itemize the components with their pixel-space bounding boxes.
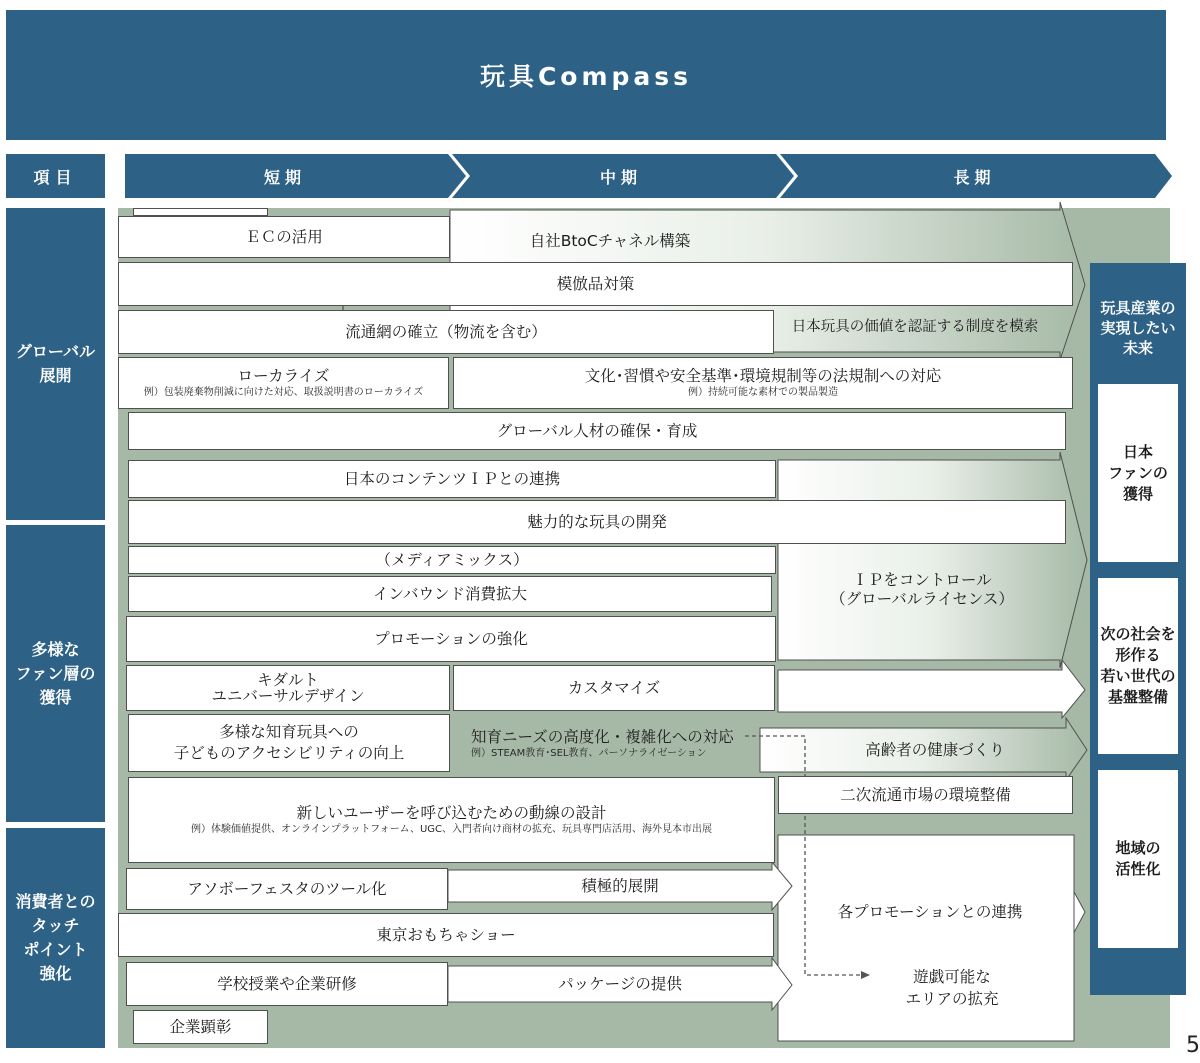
award-label: 企業顕彰 bbox=[169, 1017, 232, 1036]
school-label: 学校授業や企業研修 bbox=[217, 974, 357, 993]
box-new-users bbox=[128, 777, 775, 863]
box-accessibility bbox=[128, 714, 450, 772]
box-ec bbox=[118, 216, 450, 258]
box-secondary bbox=[778, 776, 1073, 814]
category-touch: 消費者との タッチ ポイント 強化 bbox=[6, 828, 105, 1048]
localize-note: 例）包装廃棄物削減に向けた対応、取扱説明書のローカライズ bbox=[143, 387, 424, 398]
kidult-label: キダルト ユニバーサルデザイン bbox=[211, 671, 365, 705]
label-btoc: 自社BtoCチャネル構築 bbox=[529, 231, 691, 250]
label-certify: 日本玩具の価値を認証する制度を模索 bbox=[791, 318, 1039, 335]
vision-box-regional: 地域の 活性化 bbox=[1098, 770, 1178, 948]
asobo-label: アソボーフェスタのツール化 bbox=[187, 879, 387, 898]
box-talent bbox=[128, 412, 1066, 450]
secondary-label: 二次流通市場の環境整備 bbox=[840, 785, 1011, 804]
box-regulation bbox=[453, 357, 1073, 409]
label-active: 積極的展開 bbox=[581, 876, 659, 895]
box-localize bbox=[118, 357, 449, 409]
talent-label: グローバル人材の確保・育成 bbox=[496, 421, 698, 440]
box-mediamix bbox=[128, 546, 776, 574]
label-package: パッケージの提供 bbox=[558, 974, 682, 993]
box-promotion bbox=[126, 616, 776, 662]
edu-needs-label: 知育ニーズの高度化・複雑化への対応 bbox=[471, 728, 734, 746]
header-short: 短期 bbox=[263, 167, 306, 187]
accessibility-label: 多様な知育玩具への 子どものアクセシビリティの向上 bbox=[173, 723, 405, 762]
toy-show-label: 東京おもちゃショー bbox=[376, 925, 516, 944]
label-play-area: 遊戯可能な エリアの拡充 bbox=[905, 968, 999, 1008]
box-kidult bbox=[126, 665, 450, 711]
counterfeit-label: 模倣品対策 bbox=[556, 274, 635, 293]
new-users-note: 例）体験価値提供、オンラインプラットフォーム、UGC、入門者向け商材の拡充、玩具専門店活用、海外見本市出展 bbox=[190, 824, 713, 835]
header-long: 長期 bbox=[953, 167, 996, 187]
regulation-label: 文化･習慣や安全基準･環境規制等の法規制への対応 bbox=[584, 367, 942, 385]
ec-label: ＥＣの活用 bbox=[245, 227, 323, 246]
label-promo-link: 各プロモーションとの連携 bbox=[837, 902, 1023, 921]
box-asobo bbox=[126, 868, 448, 910]
box-award bbox=[133, 1010, 268, 1044]
header-mid: 中期 bbox=[599, 167, 642, 187]
page-title: 玩具Compass bbox=[6, 10, 1166, 140]
label-ip-control: ＩＰをコントロール （グローバルライセンス） bbox=[830, 571, 1014, 608]
big-arrow-fans bbox=[778, 452, 1087, 668]
label-edu-needs bbox=[455, 716, 765, 772]
category-global: グローバル 展開 bbox=[6, 208, 105, 520]
box-ip-link bbox=[128, 460, 776, 498]
mediamix-label: （メディアミックス） bbox=[375, 550, 529, 569]
box-school bbox=[126, 962, 448, 1006]
category-fans: 多様な ファン層の 獲得 bbox=[6, 525, 105, 822]
localize-label: ローカライズ bbox=[237, 367, 330, 385]
vision-box-next-generation: 次の社会を 形作る 若い世代の 基盤整備 bbox=[1098, 578, 1178, 754]
box-customize bbox=[453, 665, 775, 711]
ip-link-label: 日本のコンテンツＩＰとの連携 bbox=[343, 469, 561, 488]
inbound-label: インバウンド消費拡大 bbox=[373, 584, 527, 603]
promotion-label: プロモーションの強化 bbox=[374, 629, 528, 648]
label-elderly: 高齢者の健康づくり bbox=[865, 740, 1005, 759]
regulation-note: 例）持続可能な素材での製品製造 bbox=[688, 387, 838, 398]
box-distribution bbox=[118, 310, 774, 354]
vision-box-japan-fans: 日本 ファンの 獲得 bbox=[1098, 384, 1178, 562]
box-counterfeit bbox=[118, 262, 1073, 306]
new-users-label: 新しいユーザーを呼び込むための動線の設計 bbox=[296, 804, 607, 822]
header-item: 項目 bbox=[6, 154, 105, 198]
page-number: 5 bbox=[1186, 1033, 1200, 1058]
top-small-box bbox=[133, 208, 268, 216]
edu-needs-note: 例）STEAM教育･SEL教育、パーソナライゼーション bbox=[471, 748, 707, 759]
box-inbound bbox=[128, 576, 772, 612]
distribution-label: 流通網の確立（物流を含む） bbox=[345, 322, 547, 341]
vision-title: 玩具産業の 実現したい 未来 bbox=[1100, 299, 1176, 357]
attractive-label: 魅力的な玩具の開発 bbox=[527, 512, 667, 531]
box-attractive bbox=[128, 500, 1066, 544]
customize-label: カスタマイズ bbox=[567, 678, 661, 697]
box-toy-show bbox=[118, 913, 774, 957]
